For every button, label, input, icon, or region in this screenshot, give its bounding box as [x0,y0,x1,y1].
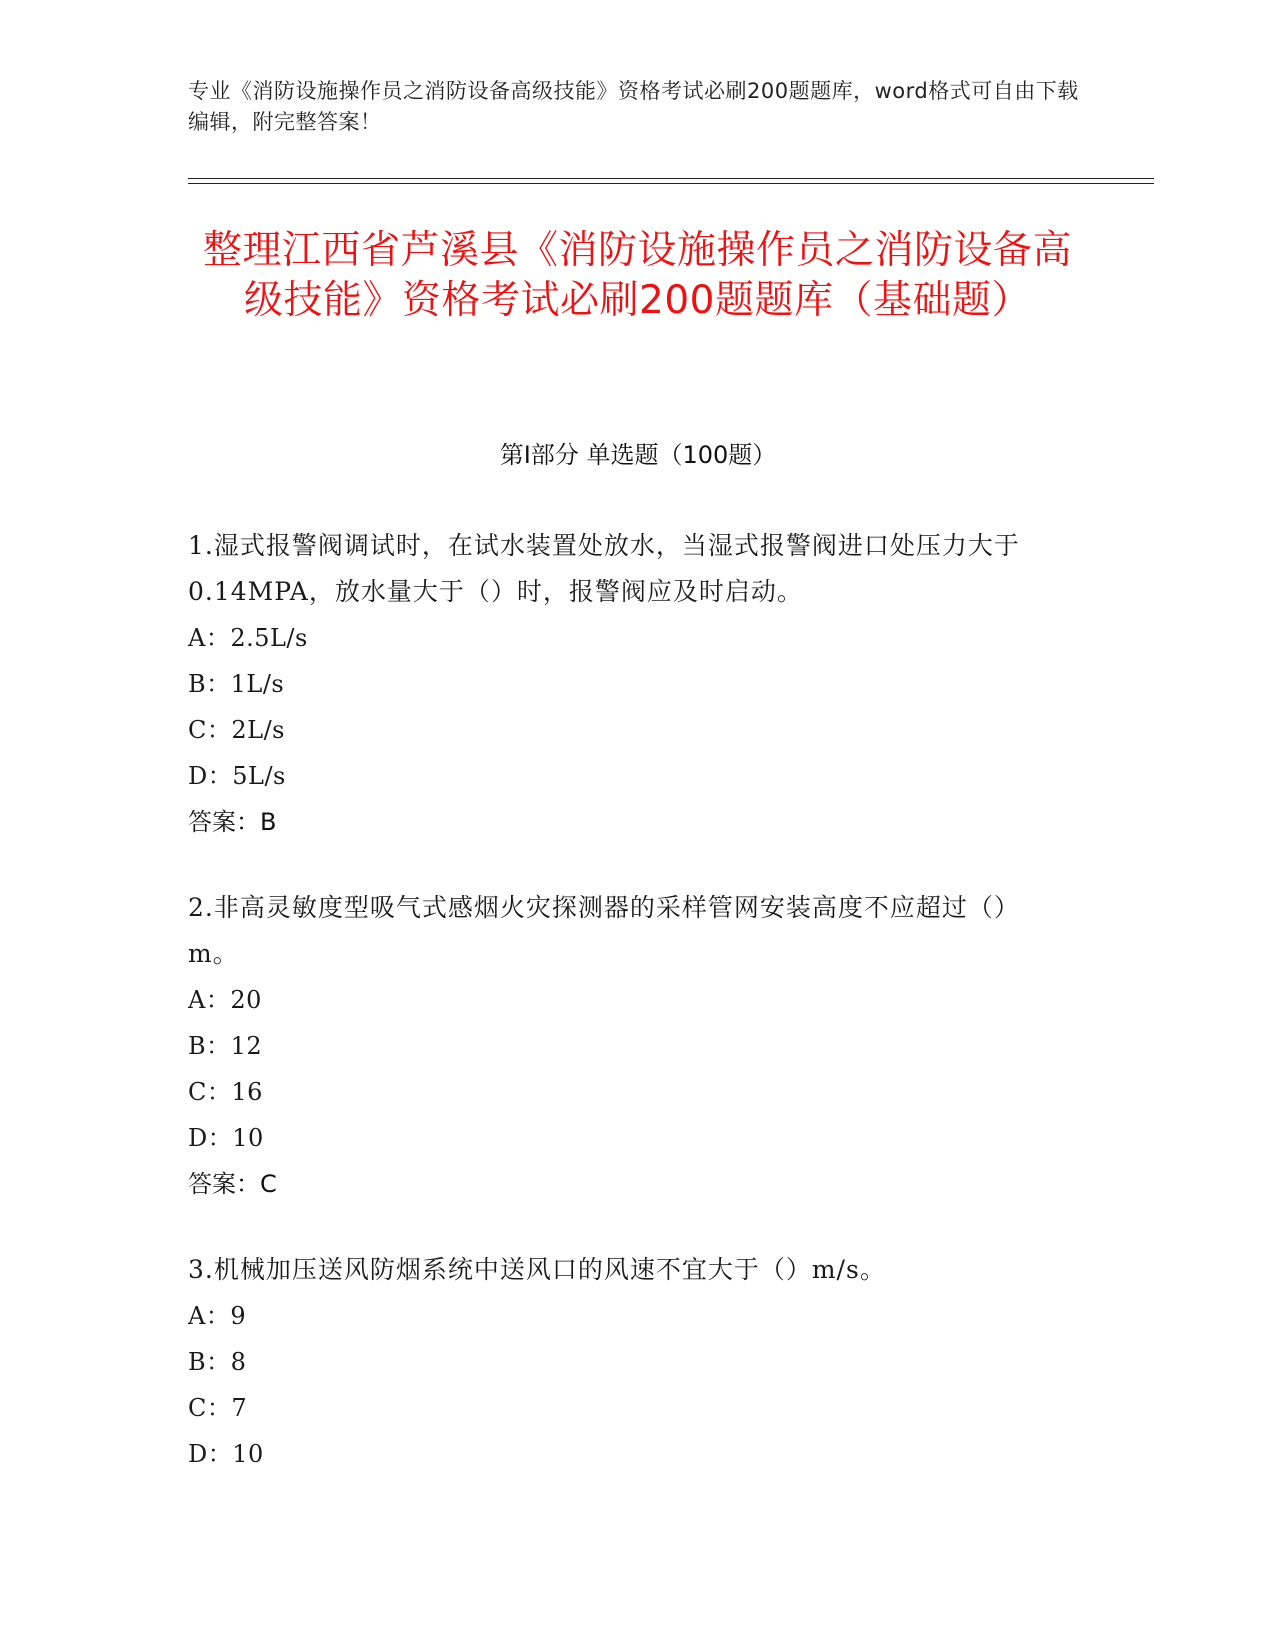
option-b: B：12 [188,1032,263,1060]
question-1 [188,523,1068,845]
option-b: B：1L/s [188,670,285,698]
question-stem: 2.非高灵敏度型吸气式感烟火灾探测器的采样管网安装高度不应超过（）m。 [188,893,1020,968]
question-stem: 3.机械加压送风防烟系统中送风口的风速不宜大于（）m/s。 [188,1255,886,1284]
option-a: A：2.5L/s [188,624,308,652]
header-note: 专业《消防设施操作员之消防设备高级技能》资格考试必刷200题题库，word格式可自由下载编辑，附完整答案！ [188,79,1079,134]
answer-label: 答案：C [188,1170,277,1198]
option-b: B：8 [188,1348,247,1376]
option-a: A：9 [188,1302,247,1330]
question-2 [188,885,1068,1207]
section-title: 第I部分 单选题（100题） [499,441,777,469]
option-c: C：2L/s [188,716,285,744]
option-c: C：7 [188,1394,248,1422]
answer-label: 答案：B [188,808,277,836]
option-a: A：20 [188,986,262,1014]
question-stem: 1.湿式报警阀调试时，在试水装置处放水，当湿式报警阀进口处压力大于0.14MPA，放水量大于（）时，报警阀应及时启动。 [188,531,1020,606]
option-d: D：5L/s [188,762,286,790]
document-title: 整理江西省芦溪县《消防设施操作员之消防设备高级技能》资格考试必刷200题题库（基础题） [202,228,1072,323]
header-divider-bottom [188,183,1154,184]
option-d: D：10 [188,1124,264,1152]
option-c: C：16 [188,1078,263,1106]
option-d: D：10 [188,1440,264,1468]
question-3 [188,1247,1068,1477]
header-divider-top [188,178,1154,179]
